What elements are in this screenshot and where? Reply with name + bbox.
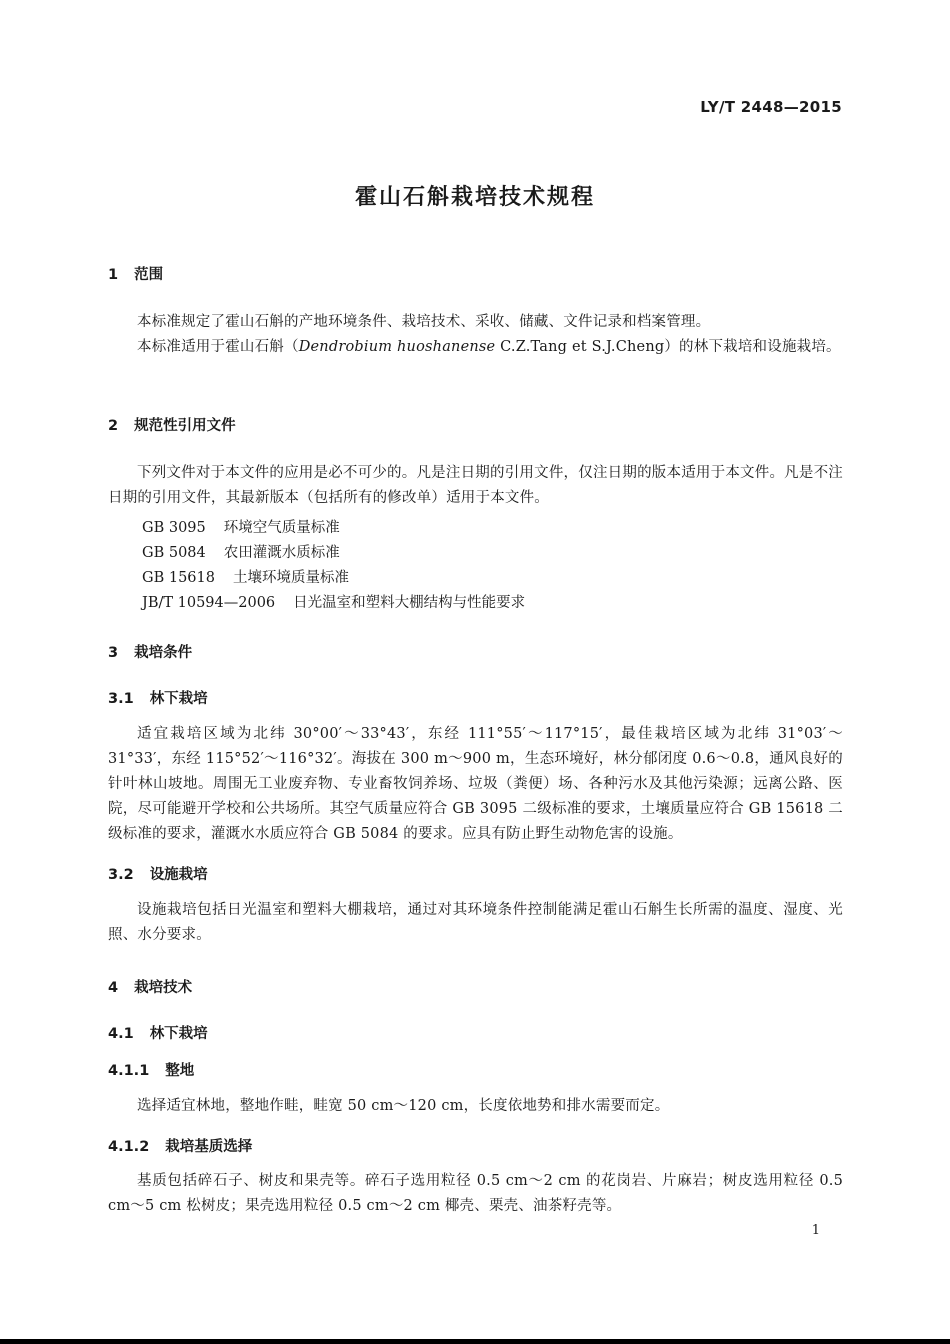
section-title: 林下栽培 bbox=[149, 1026, 208, 1042]
section-3-1-paragraph-1: 适宜栽培区域为北纬 30°00′～33°43′，东经 111°55′～117°15′，最佳栽培区域为北纬 31°03′～31°33′，东经 115°52′～116°32′。海拔在 300 m～900 m，生态环境好，林分郁闭度 0.6～0.8，通风良好的针叶林山坡地。周围无工业废弃物、专业畜牧饲养场、垃圾（粪便）场、各种污水及其他污染源；远离公路、医院，尽可能避开学校和公共场所。其空气质量应符合 GB 3095 二级标准的要求，土壤质量应符合 GB 15618 二级标准的要求，灌溉水水质应符合 GB 5084 的要求。应具有防止野生动物危害的设施。 bbox=[108, 726, 843, 842]
reference-code: JB/T 10594—2006 bbox=[142, 595, 276, 611]
section-2-paragraph-1: 下列文件对于本文件的应用是必不可少的。凡是注日期的引用文件，仅注日期的版本适用于本文件。凡是不注日期的引用文件，其最新版本（包括所有的修改单）适用于本文件。 bbox=[108, 465, 843, 506]
reference-item bbox=[142, 591, 525, 612]
section-number: 4.1 bbox=[108, 1026, 134, 1042]
document-title: 霍山石斛栽培技术规程 bbox=[354, 185, 595, 210]
section-number: 3 bbox=[108, 645, 119, 661]
reference-code: GB 3095 bbox=[142, 520, 206, 536]
section-title: 栽培基质选择 bbox=[165, 1139, 253, 1155]
section-4-1-2-paragraph-1: 基质包括碎石子、树皮和果壳等。碎石子选用粒径 0.5 cm～2 cm 的花岗岩、片麻岩；树皮选用粒径 0.5 cm～5 cm 松树皮；果壳选用粒径 0.5 cm～2 cm 椰壳、栗壳、油茶籽壳等。 bbox=[108, 1173, 843, 1214]
section-1-paragraph-2 bbox=[108, 335, 843, 360]
page-bottom-edge bbox=[0, 1339, 950, 1344]
section-2-heading bbox=[108, 414, 236, 435]
standard-code: LY/T 2448—2015 bbox=[700, 98, 842, 116]
section-title: 栽培技术 bbox=[134, 980, 193, 996]
section-4-1-1-heading bbox=[108, 1059, 194, 1080]
section-number: 2 bbox=[108, 418, 119, 434]
section-4-1-1-paragraph-1: 选择适宜林地，整地作畦，畦宽 50 cm～120 cm，长度依地势和排水需要而定。 bbox=[137, 1098, 670, 1114]
section-number: 4.1.2 bbox=[108, 1139, 150, 1155]
section-number: 4.1.1 bbox=[108, 1063, 150, 1079]
page-number: 1 bbox=[811, 1223, 820, 1238]
section-1-heading bbox=[108, 263, 163, 284]
reference-item bbox=[142, 566, 349, 587]
latin-species-name: Dendrobium huoshanense bbox=[298, 339, 496, 355]
section-title: 范围 bbox=[134, 267, 164, 283]
section-number: 1 bbox=[108, 267, 119, 283]
section-title: 规范性引用文件 bbox=[134, 418, 236, 434]
section-title: 设施栽培 bbox=[149, 867, 208, 883]
scope-text-before: 本标准适用于霍山石斛（ bbox=[137, 339, 299, 355]
section-3-1-heading bbox=[108, 687, 208, 708]
reference-title: 环境空气质量标准 bbox=[223, 520, 340, 536]
reference-title: 土壤环境质量标准 bbox=[232, 570, 349, 586]
section-4-heading bbox=[108, 976, 192, 997]
section-title: 林下栽培 bbox=[149, 691, 208, 707]
reference-code: GB 5084 bbox=[142, 545, 206, 561]
section-title: 栽培条件 bbox=[134, 645, 193, 661]
section-1-paragraph-1: 本标准规定了霍山石斛的产地环境条件、栽培技术、采收、储藏、文件记录和档案管理。 bbox=[137, 314, 711, 330]
section-3-2-paragraph-1: 设施栽培包括日光温室和塑料大棚栽培，通过对其环境条件控制能满足霍山石斛生长所需的温度、湿度、光照、水分要求。 bbox=[108, 902, 843, 943]
section-4-1-heading bbox=[108, 1022, 208, 1043]
section-4-1-2-heading bbox=[108, 1135, 252, 1156]
section-number: 3.1 bbox=[108, 691, 134, 707]
section-number: 4 bbox=[108, 980, 119, 996]
reference-item bbox=[142, 516, 340, 537]
scope-text-after: C.Z.Tang et S.J.Cheng）的林下栽培和设施栽培。 bbox=[495, 339, 841, 355]
section-number: 3.2 bbox=[108, 867, 134, 883]
reference-title: 农田灌溉水质标准 bbox=[223, 545, 340, 561]
section-3-heading bbox=[108, 641, 192, 662]
reference-code: GB 15618 bbox=[142, 570, 215, 586]
reference-title: 日光温室和塑料大棚结构与性能要求 bbox=[293, 595, 526, 611]
section-title: 整地 bbox=[165, 1063, 195, 1079]
section-3-2-heading bbox=[108, 863, 208, 884]
reference-item bbox=[142, 541, 340, 562]
